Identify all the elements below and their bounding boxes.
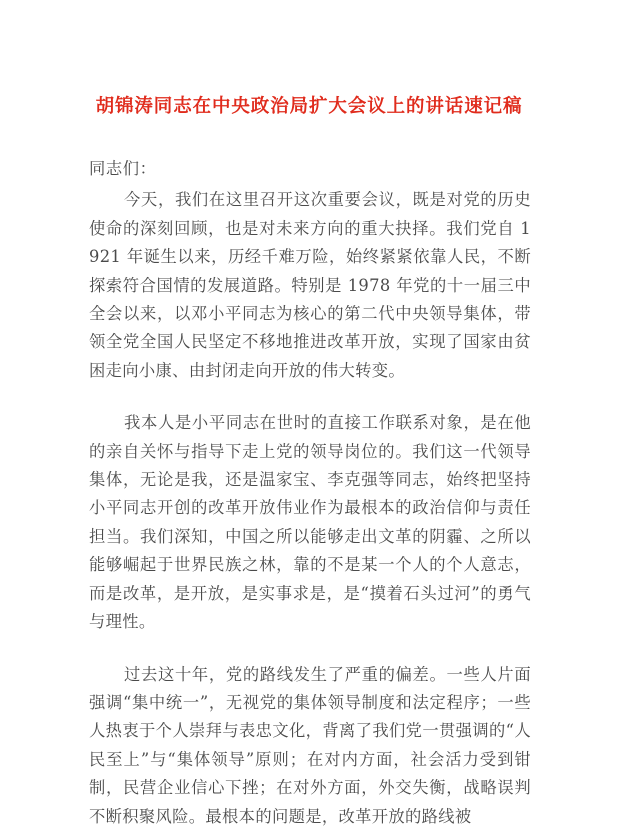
salutation: 同志们： (89, 159, 157, 178)
document-title: 胡锦涛同志在中央政治局扩大会议上的讲话速记稿 (95, 96, 523, 117)
paragraph: 我本人是小平同志在世时的直接工作联系对象，是在他的亲自关怀与指导下走上党的领导岗位的。我们这一代领导集体，无论是我，还是温家宝、李克强等同志，始终把坚持小平同志开创的改革开放伟业作为最根本的政治信仰与责任担当。我们深知，中国之所以能够走出文革的阴霾、之所以能够崛起于世界民族之林，靠的不是某一个人的个人意志，而是改革，是开放，是实事求是，是“摸着石头过河”的勇气与理性。 (89, 413, 531, 632)
document-body (89, 155, 531, 831)
paragraph: 今天，我们在这里召开这次重要会议，既是对党的历史使命的深刻回顾，也是对未来方向的重大抉择。我们党自 1921 年诞生以来，历经千难万险，始终紧紧依靠人民，不断探索符合国情的发展道路。特别是 1978 年党的十一届三中全会以来，以邓小平同志为核心的第二代中央领导集体，带领全党全国人民坚定不移地推进改革开放，实现了国家由贫困走向小康、由封闭走向开放的伟大转变。 (89, 190, 531, 380)
paragraph: 过去这十年，党的路线发生了严重的偏差。一些人片面强调“集中统一”，无视党的集体领导制度和法定程序；一些人热衷于个人崇拜与表忠文化，背离了我们党一贯强调的“人民至上”与“集体领导”原则；在对内方面，社会活力受到钳制，民营企业信心下挫；在对外方面，外交失衡，战略误判不断积聚风险。最根本的问题是，改革开放的路线被 (89, 664, 531, 826)
